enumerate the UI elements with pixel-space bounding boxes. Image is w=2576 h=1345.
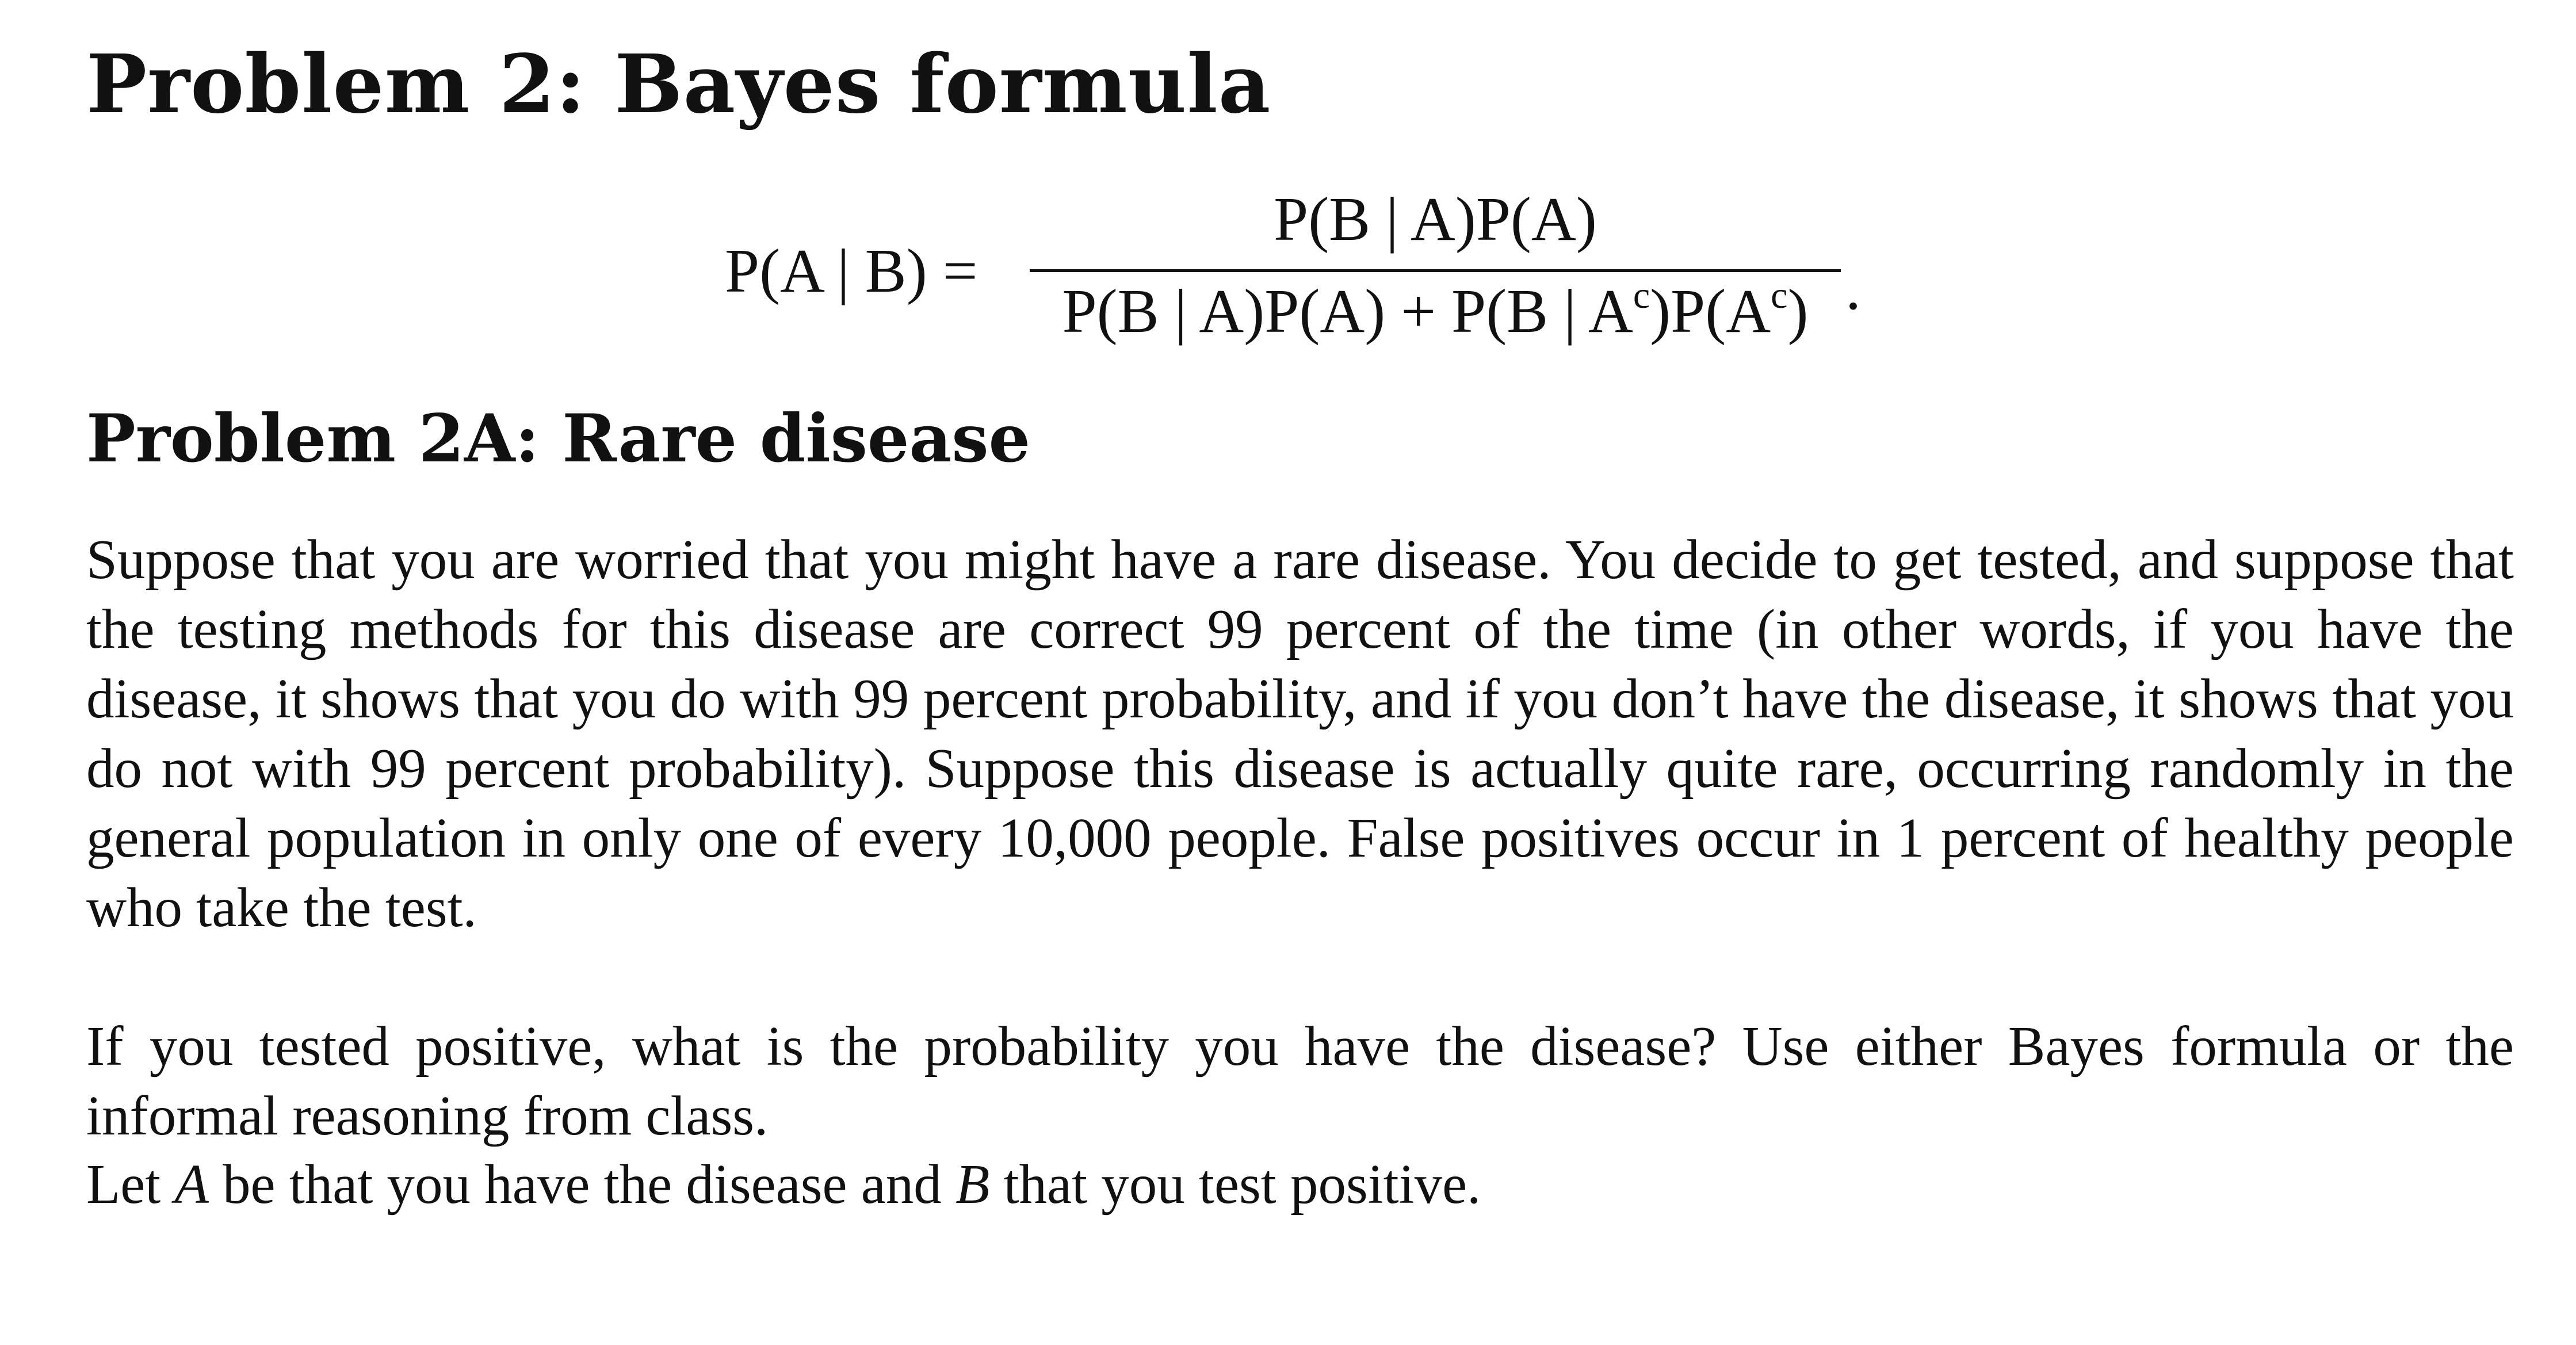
formula-period: .	[1845, 254, 1861, 323]
complement-superscript-1: c	[1633, 274, 1650, 316]
definition-part-3: that you test positive.	[989, 1153, 1481, 1215]
formula-numerator: P(B | A)P(A)	[1274, 185, 1597, 254]
problem-title: Problem 2: Bayes formula	[86, 37, 1271, 132]
denominator-part-3: )	[1787, 277, 1809, 346]
formula-denominator	[1030, 276, 1841, 347]
variable-a: A	[174, 1153, 209, 1215]
definition-part-1: Let	[86, 1153, 175, 1215]
question-paragraph: If you tested positive, what is the probability you have the disease? Use either Bayes formula or the informal reasoning from class.	[86, 1015, 2514, 1147]
variable-definition-paragraph	[86, 1149, 2514, 1219]
variable-b: B	[956, 1153, 990, 1215]
fraction-bar	[1030, 269, 1841, 272]
problem-description-paragraph: Suppose that you are worried that you might have a rare disease. You decide to get tested, and suppose that the testing methods for this disease are correct 99 percent of the time (in other words, if you have the disease, it shows that you do with 99 percent probability, and if you don’t have the disease, it shows that you do not with 99 percent probability). Suppose this disease is actually quite rare, occurring randomly in the general population in only one of every 10,000 people. False positives occur in 1 percent of healthy people who take the test.	[86, 529, 2514, 938]
denominator-part-2: )P(A	[1650, 277, 1771, 346]
complement-superscript-2: c	[1771, 274, 1788, 316]
denominator-part-1: P(B | A)P(A) + P(B | A	[1062, 277, 1633, 346]
definition-part-2: be that you have the disease and	[208, 1153, 956, 1215]
formula-lhs: P(A | B) =	[725, 237, 978, 305]
subproblem-title: Problem 2A: Rare disease	[86, 400, 1031, 477]
